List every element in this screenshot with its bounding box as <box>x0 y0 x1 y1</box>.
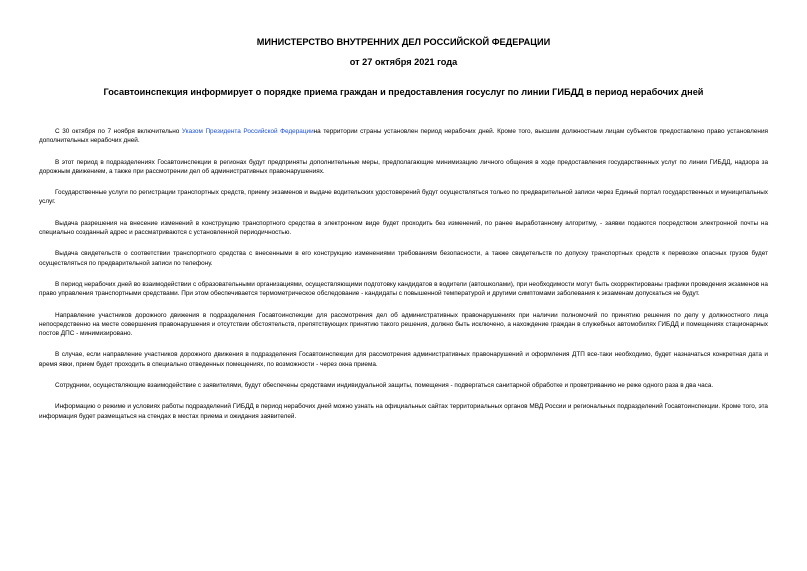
ministry-heading: МИНИСТЕРСТВО ВНУТРЕННИХ ДЕЛ РОССИЙСКОЙ ФЕДЕРАЦИИ <box>256 37 551 47</box>
paragraph-1 <box>39 127 768 145</box>
paragraph-4: Выдача разрешения на внесение изменений в конструкцию транспортного средства в электронном виде будет проходить без изменений, по ранее выработанному алгоритму, - заявки подаются посредством электронной почты на специально созданный адрес и рассматриваются с установленной периодичностью. <box>39 219 768 236</box>
paragraph-10: Информацию о режиме и условиях работы подразделений ГИБДД в период нерабочих дней можно узнать на официальных сайтах территориальных органов МВД России и региональных подразделений Госавтоинспекции. Кроме того, эта информация будет размещаться на стендах в местах приема и ожидания заявителей. <box>39 403 768 420</box>
document-title: Госавтоинспекция информирует о порядке приема граждан и предоставления госуслуг по линии ГИБДД в период нерабочих дней <box>103 87 704 97</box>
paragraph-3: Государственные услуги по регистрации транспортных средств, приему экзаменов и выдаче водительских удостоверений будут осуществляться только по предварительной записи через Единый портал государственных и муниципальных услуг. <box>39 189 768 206</box>
document-date: от 27 октября 2021 года <box>349 57 458 67</box>
paragraph-1-start: С 30 октября по 7 ноября включительно <box>55 128 182 135</box>
paragraph-8: В случае, если направление участников дорожного движения в подразделения Госавтоинспекции для рассмотрения административных правонарушений и оформления ДТП все-таки необходимо, будет назначаться конкретная дата и время явки, прием будет проходить в специально отведенных помещениях, по возможности - через окна приема. <box>39 351 768 368</box>
paragraph-6: В период нерабочих дней во взаимодействии с образовательными организациями, осуществляющими подготовку кандидатов в водители (автошколами), при необходимости могут быть скорректированы графики проведения экзаменов на право управления транспортными средствами. При этом обеспечивается термометрическое обследование - кандидаты с повышенной температурой и другими симптомами заболевания к экзаменам допускаться не будут. <box>39 280 768 298</box>
paragraph-1-end: на территории страны установлен период нерабочих дней. Кроме того, высшим должностным лицам субъектов предоставлено право установления дополнительных нерабочих дней. <box>39 128 768 145</box>
paragraph-5: Выдача свидетельств о соответствии транспортного средства с внесенными в его конструкцию изменениями требованиям безопасности, а также свидетельств по допуску транспортных средств к перевозке опасных грузов будет осуществляться по предварительной записи по телефону. <box>39 250 768 267</box>
presidential-decree-link[interactable]: Указом Президента Российской Федерации <box>181 128 314 135</box>
paragraph-9: Сотрудники, осуществляющие взаимодействие с заявителями, будут обеспечены средствами индивидуальной защиты, помещения - подвергаться санитарной обработке и проветриванию не реже одного раза в два часа. <box>55 381 714 389</box>
paragraph-2: В этот период в подразделениях Госавтоинспекции в регионах будут предприняты дополнительные меры, предполагающие минимизацию личного общения в ходе предоставления государственных услуг по линии ГИБДД, надзора за дорожным движением, а также при рассмотрении дел об административных правонарушениях. <box>39 158 768 175</box>
document-body <box>39 127 768 433</box>
paragraph-7: Направление участников дорожного движения в подразделения Госавтоинспекции для рассмотрения дел об административных правонарушениях при наличии полномочий по принятию решения по делу у должностного лица непосредственно на месте совершения правонарушения и отсутствии обстоятельств, препятствующих принятию такого решения, должно быть исключено, а нахождение граждан в служебных автомобилях ГИБДД и помещениях стационарных постов ДПС - минимизировано. <box>39 311 768 337</box>
